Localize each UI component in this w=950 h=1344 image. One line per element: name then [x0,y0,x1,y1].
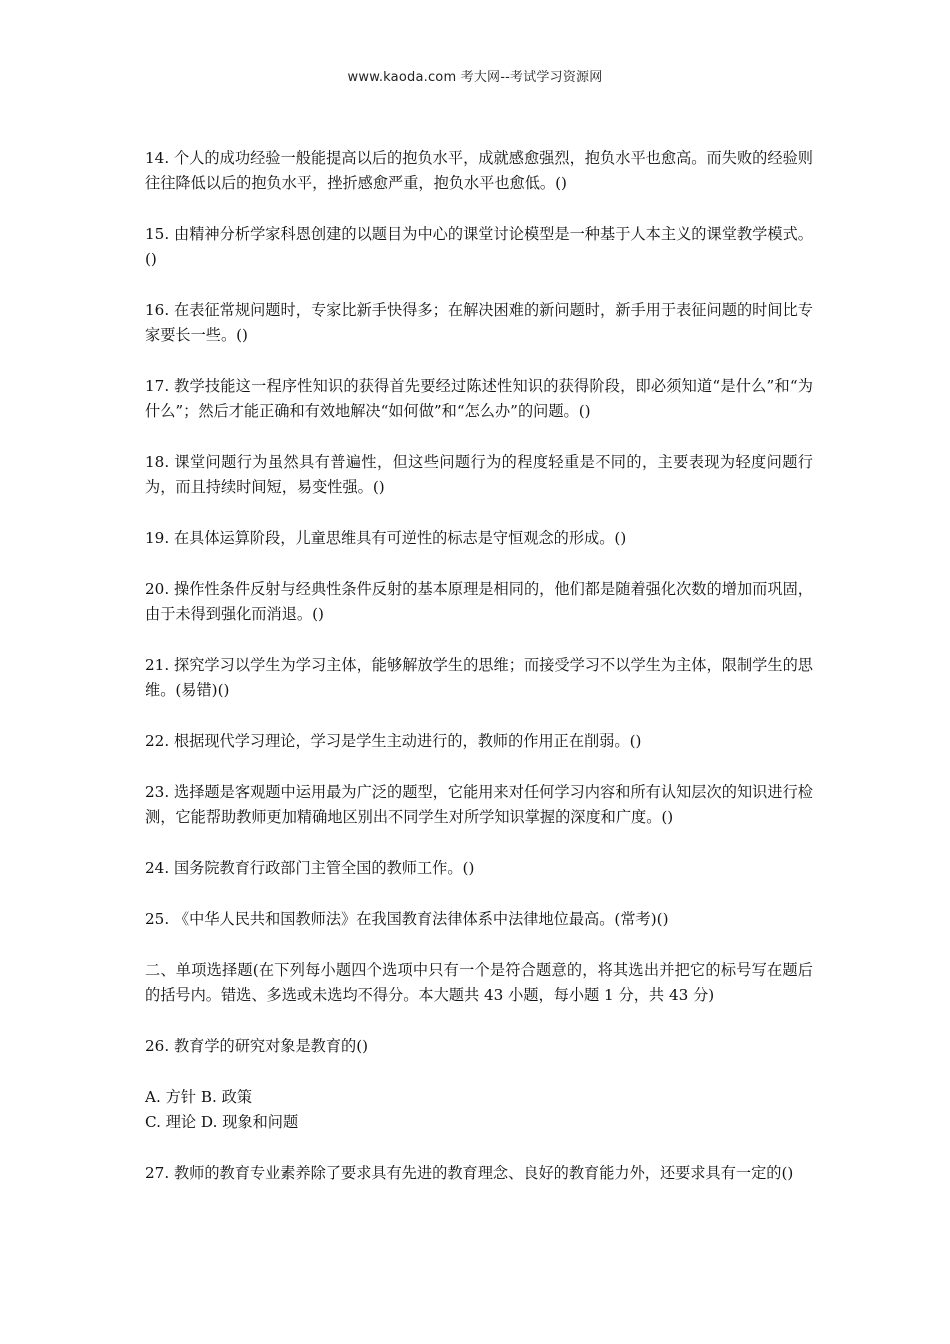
question-17: 17. 教学技能这一程序性知识的获得首先要经过陈述性知识的获得阶段，即必须知道“是什么”和“为什么”；然后才能正确和有效地解决“如何做”和“怎么办”的问题。() [145,377,813,420]
question-14: 14. 个人的成功经验一般能提高以后的抱负水平，成就感愈强烈，抱负水平也愈高。而失败的经验则往往降低以后的抱负水平，挫折感愈严重，抱负水平也愈低。() [145,149,813,192]
question-16: 16. 在表征常规问题时，专家比新手快得多；在解决困难的新问题时，新手用于表征问题的时间比专家要长一些。() [145,301,813,344]
question-19: 19. 在具体运算阶段，儿童思维具有可逆性的标志是守恒观念的形成。() [145,529,627,547]
question-26: 26. 教育学的研究对象是教育的() [145,1037,369,1055]
page-header: www.kaoda.com 考大网--考试学习资源网 [347,70,603,85]
question-18: 18. 课堂问题行为虽然具有普遍性，但这些问题行为的程度轻重是不同的，主要表现为轻度问题行为，而且持续时间短，易变性强。() [145,453,813,496]
document-body [145,146,813,1186]
question-22: 22. 根据现代学习理论，学习是学生主动进行的，教师的作用正在削弱。() [145,732,642,750]
question-26-options [145,1085,813,1135]
question-23: 23. 选择题是客观题中运用最为广泛的题型，它能用来对任何学习内容和所有认知层次的知识进行检测，它能帮助教师更加精确地区别出不同学生对所学知识掌握的深度和广度。() [145,783,813,826]
question-24: 24. 国务院教育行政部门主管全国的教师工作。() [145,859,475,877]
option-line-ab: A. 方针 B. 政策 [145,1088,253,1106]
question-21: 21. 探究学习以学生为学习主体，能够解放学生的思维；而接受学习不以学生为主体，限制学生的思维。(易错)() [145,656,813,699]
option-line-cd: C. 理论 D. 现象和问题 [145,1113,299,1131]
question-27: 27. 教师的教育专业素养除了要求具有先进的教育理念、良好的教育能力外，还要求具有一定的() [145,1164,794,1182]
section-heading-single-choice: 二、单项选择题(在下列每小题四个选项中只有一个是符合题意的，将其选出并把它的标号写在题后的括号内。错选、多选或未选均不得分。本大题共 43 小题，每小题 1 分，共 43 分) [145,961,813,1004]
question-20: 20. 操作性条件反射与经典性条件反射的基本原理是相同的，他们都是随着强化次数的增加而巩固，由于未得到强化而消退。() [145,580,813,623]
question-15: 15. 由精神分析学家科恩创建的以题目为中心的课堂讨论模型是一种基于人本主义的课堂教学模式。() [145,225,813,268]
question-25: 25. 《中华人民共和国教师法》在我国教育法律体系中法律地位最高。(常考)() [145,910,669,928]
